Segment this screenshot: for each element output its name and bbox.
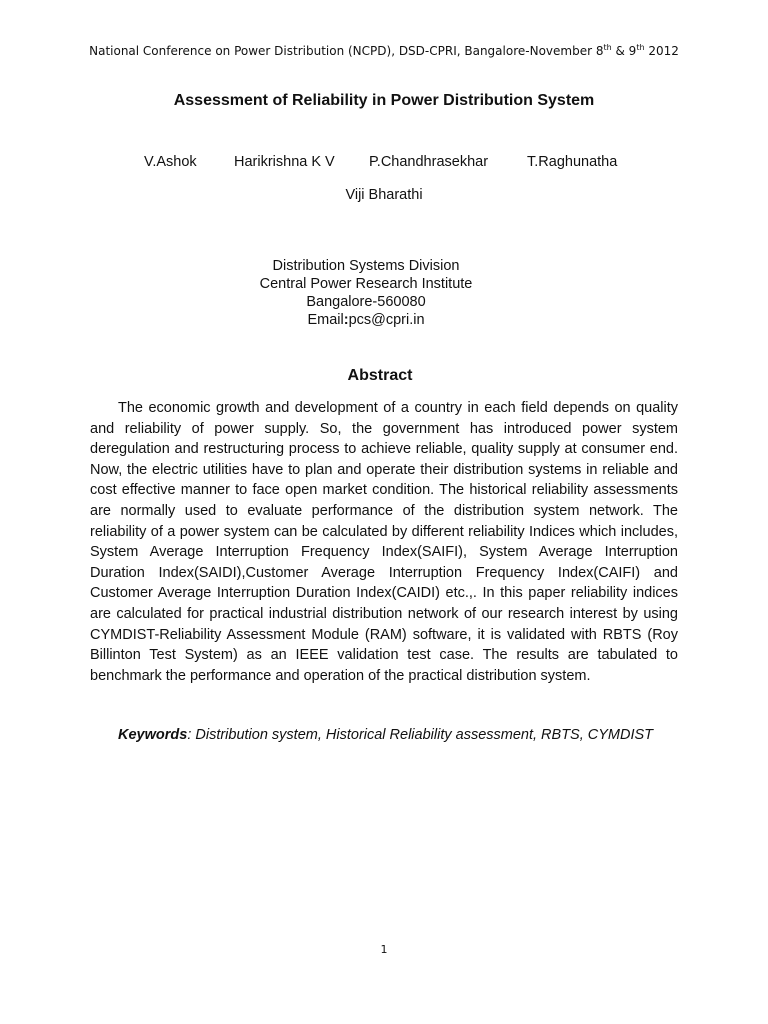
abstract-heading: Abstract [347,367,413,384]
paper-title: Assessment of Reliability in Power Distribution System [173,92,595,109]
page-number: 1 [380,943,388,956]
email-label: Email [307,312,344,328]
author-3: P.Chandhrasekhar [369,154,489,170]
abstract-body [90,398,678,686]
email-address: pcs@cpri.in [348,312,425,328]
running-head-text: National Conference on Power Distribution (NCPD), DSD-CPRI, Bangalore-November 8 [89,44,604,58]
running-head-sup-2: th [636,43,645,52]
author-1: V.Ashok [144,154,197,170]
keywords-text: : Distribution system, Historical Reliability assessment, RBTS, CYMDIST [187,727,654,743]
running-head-sup-1: th [603,43,612,52]
author-list [140,154,640,174]
keywords-line [118,727,718,743]
keywords-label: Keywords [118,727,188,743]
author-4: T.Raghunatha [527,154,618,170]
running-head [0,43,768,58]
email-separator: : [343,312,349,328]
affiliation-institute: Central Power Research Institute [259,276,473,292]
affiliation-city: Bangalore-560080 [306,294,426,310]
affiliation-email-line [0,311,732,329]
author-2: Harikrishna K V [234,154,335,170]
abstract-paragraph: The economic growth and development of a country in each field depends on quality and reliability of power supply. So, the government has introduced power system deregulation and restructuring process to achieve reliable, quality supply at consumer end. Now, the electric utilities have to plan and operate their distribution systems in reliable and cost effective manner to face open market condition. The historical reliability assessments are normally used to evaluate performance of the distribution system network. The reliability of a power system can be calculated by different reliability Indices which includes, System Average Interruption Frequency Index(SAIFI), System Average Interruption Duration Index(SAIDI),Customer Average Interruption Frequency Index(CAIFI) and Customer Average Interruption Duration Index(CAIDI) etc.,. In this paper reliability indices are calculated for practical industrial distribution network of our research interest by using CYMDIST-Reliability Assessment Module (RAM) software, it is validated with RBTS (Roy Billinton Test System) as an IEEE validation test case. The results are tabulated to benchmark the performance and operation of the practical distribution system. [90,400,678,684]
affiliation-block [0,257,732,329]
running-head-mid: & 9 [611,44,637,58]
author-5: Viji Bharathi [345,187,423,203]
running-head-year: 2012 [644,44,679,58]
affiliation-division: Distribution Systems Division [272,258,460,274]
